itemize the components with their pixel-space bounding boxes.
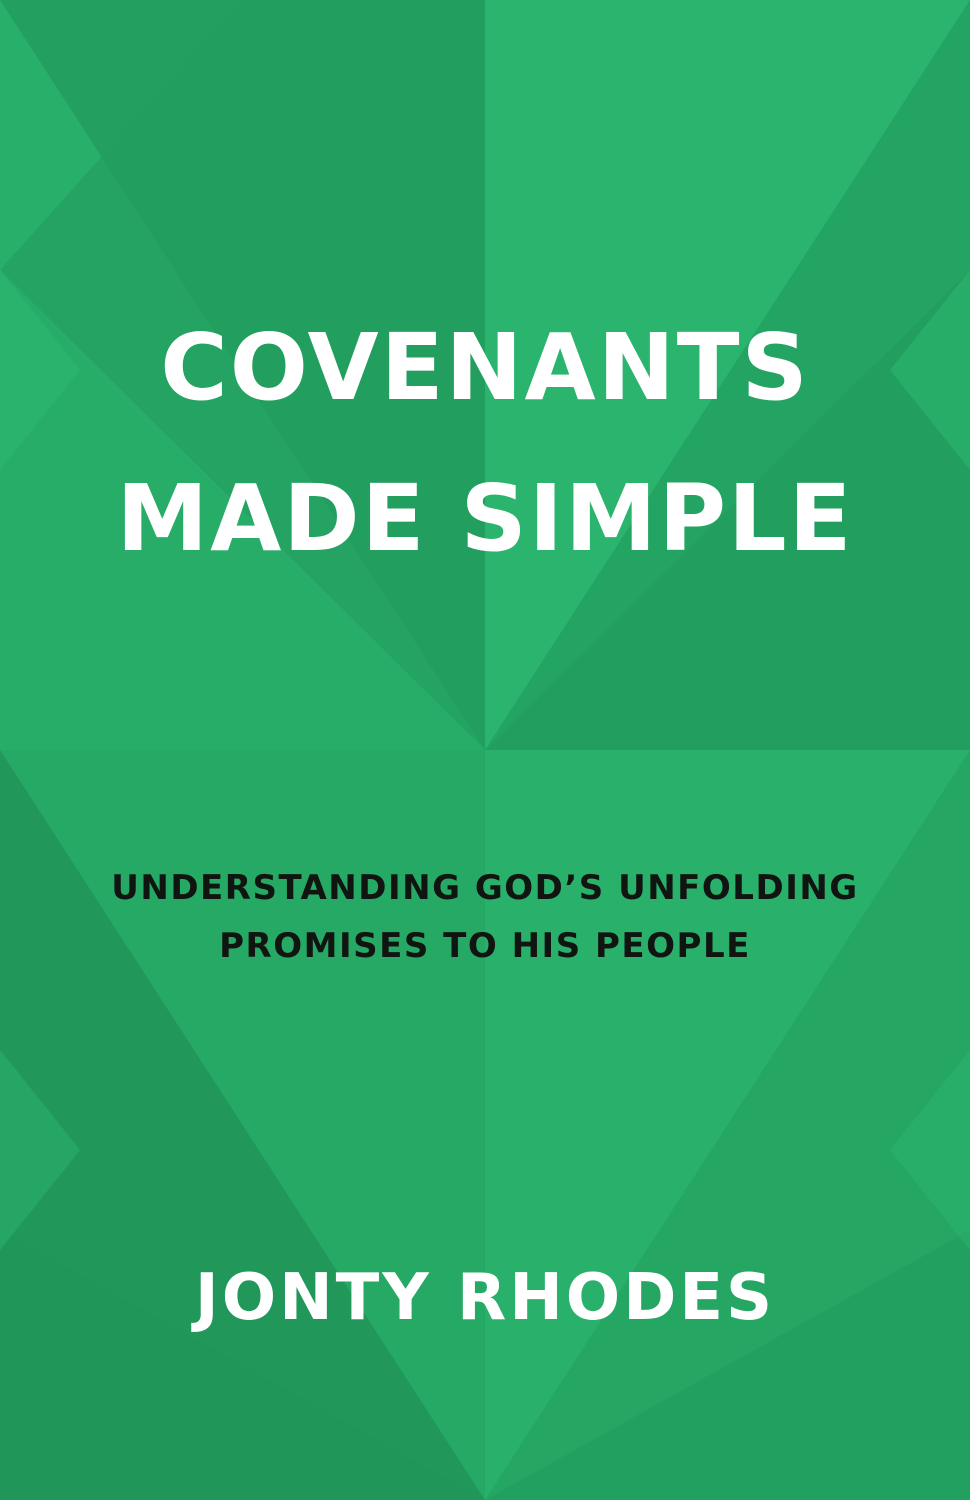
title-line-2: MADE SIMPLE xyxy=(116,465,854,572)
author-name: JONTY RHODES xyxy=(194,1261,776,1335)
subtitle-line-2: PROMISES TO HIS PEOPLE xyxy=(219,926,751,966)
title-line-1: COVENANTS xyxy=(160,314,810,421)
subtitle-line-1: UNDERSTANDING GOD’S UNFOLDING xyxy=(111,868,859,908)
